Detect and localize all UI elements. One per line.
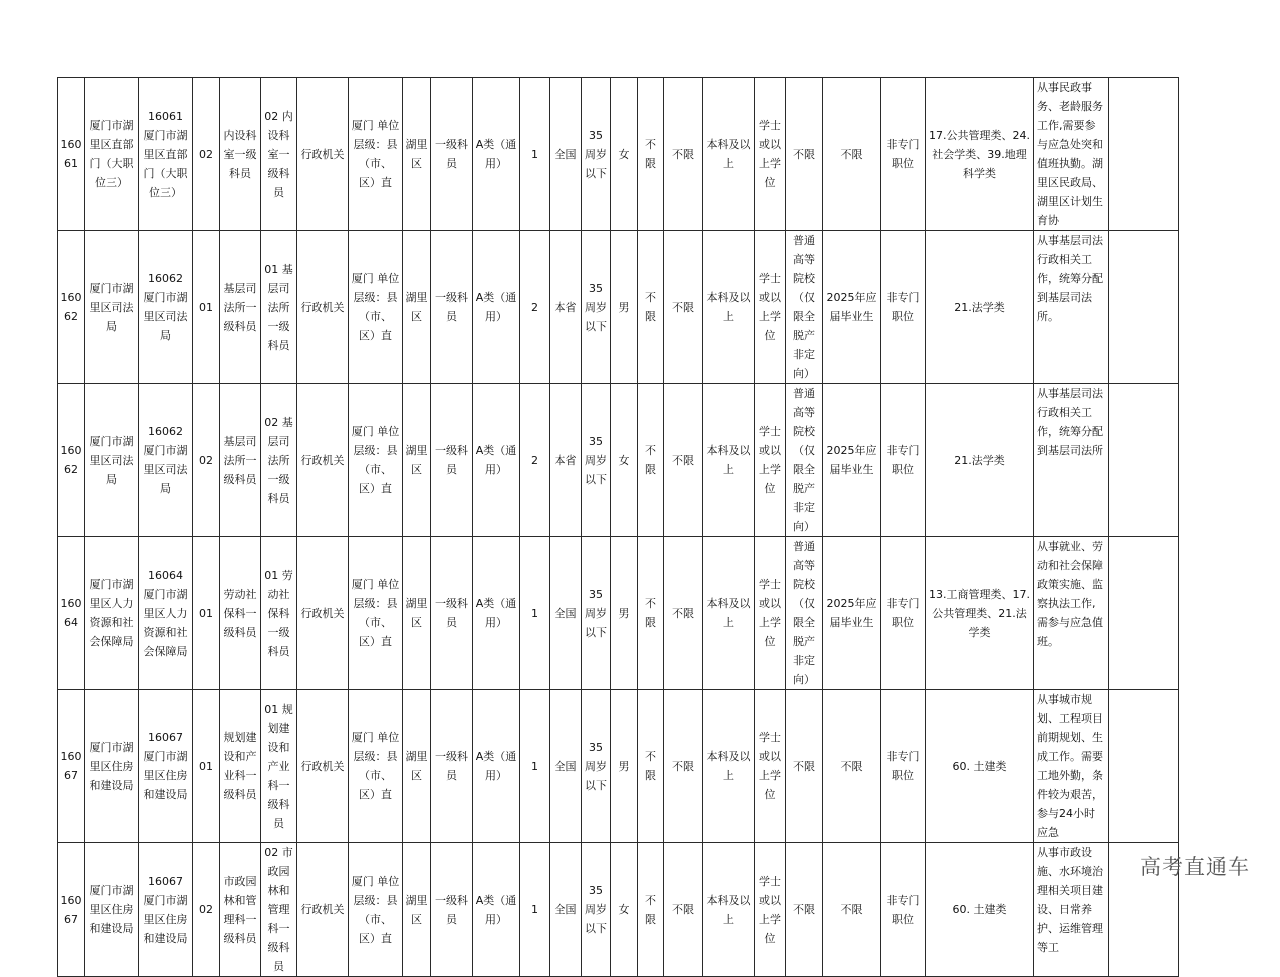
cell-education: 本科及以上 — [703, 231, 755, 384]
cell-gender: 男 — [611, 231, 638, 384]
cell-col17: 不限 — [664, 78, 703, 231]
table-row — [58, 78, 1179, 231]
cell-experience: 2025年应届毕业生 — [823, 384, 881, 537]
cell-category: A类（通用） — [473, 537, 520, 690]
cell-desc: 从事基层司法行政相关工作，统筹分配到基层司法所。 — [1034, 231, 1109, 384]
cell-nature: 行政机关 — [297, 690, 349, 843]
cell-pos-code: 01 劳动社保科一级科员 — [261, 537, 297, 690]
cell-num: 02 — [193, 78, 220, 231]
cell-num: 02 — [193, 843, 220, 977]
cell-desc: 从事市政设施、水环境治理相关项目建设、日常养护、运维管理等工 — [1034, 843, 1109, 977]
cell-level: 厦门 单位层级：县（市、区）直 — [349, 843, 403, 977]
cell-major: 21.法学类 — [926, 231, 1034, 384]
cell-gender: 男 — [611, 537, 638, 690]
cell-level: 厦门 单位层级：县（市、区）直 — [349, 537, 403, 690]
cell-degree: 学士或以上学位 — [755, 231, 786, 384]
cell-unit: 16067 厦门市湖里区住房和建设局 — [139, 843, 193, 977]
cell-age: 35周岁以下 — [582, 231, 611, 384]
cell-degree: 学士或以上学位 — [755, 690, 786, 843]
watermark: 高考直通车 — [1140, 855, 1250, 879]
cell-pos-name: 基层司法所一级科员 — [220, 231, 261, 384]
cell-level: 厦门 单位层级：县（市、区）直 — [349, 231, 403, 384]
cell-col16: 不限 — [638, 231, 664, 384]
cell-gender: 男 — [611, 690, 638, 843]
cell-district: 湖里区 — [403, 843, 431, 977]
cell-count: 1 — [520, 537, 550, 690]
cell-special: 非专门职位 — [881, 384, 926, 537]
cell-code: 16067 — [58, 843, 85, 977]
cell-grad: 不限 — [786, 843, 823, 977]
cell-education: 本科及以上 — [703, 78, 755, 231]
cell-experience: 不限 — [823, 843, 881, 977]
table-body — [58, 78, 1179, 977]
cell-pos-code: 02 内设科室一级科员 — [261, 78, 297, 231]
cell-rank: 一级科员 — [431, 384, 473, 537]
cell-degree: 学士或以上学位 — [755, 78, 786, 231]
cell-age: 35周岁以下 — [582, 690, 611, 843]
cell-district: 湖里区 — [403, 384, 431, 537]
cell-desc: 从事城市规划、工程项目前期规划、生成工作。需要工地外勤，条件较为艰苦，参与24小时应急 — [1034, 690, 1109, 843]
cell-scope: 本省 — [550, 384, 582, 537]
cell-pos-name: 市政园林和管理科一级科员 — [220, 843, 261, 977]
cell-num: 02 — [193, 384, 220, 537]
cell-nature: 行政机关 — [297, 537, 349, 690]
cell-unit: 16062 厦门市湖里区司法局 — [139, 384, 193, 537]
cell-count: 1 — [520, 690, 550, 843]
cell-pos-name: 劳动社保科一级科员 — [220, 537, 261, 690]
cell-num: 01 — [193, 231, 220, 384]
cell-col16: 不限 — [638, 843, 664, 977]
cell-experience: 2025年应届毕业生 — [823, 231, 881, 384]
cell-col16: 不限 — [638, 384, 664, 537]
cell-special: 非专门职位 — [881, 690, 926, 843]
cell-district: 湖里区 — [403, 231, 431, 384]
cell-education: 本科及以上 — [703, 384, 755, 537]
table-row — [58, 231, 1179, 384]
cell-pos-code: 01 规划建设和产业科一级科员 — [261, 690, 297, 843]
cell-scope: 全国 — [550, 537, 582, 690]
cell-remarks — [1109, 231, 1179, 384]
cell-scope: 本省 — [550, 231, 582, 384]
cell-category: A类（通用） — [473, 231, 520, 384]
cell-age: 35周岁以下 — [582, 537, 611, 690]
recruitment-table — [57, 77, 1179, 977]
cell-unit: 16064 厦门市湖里区人力资源和社会保障局 — [139, 537, 193, 690]
cell-grad: 普通高等院校（仅限全脱产非定向） — [786, 537, 823, 690]
cell-col17: 不限 — [664, 231, 703, 384]
cell-desc: 从事民政事务、老龄服务工作,需要参与应急处突和值班执勤。湖里区民政局、湖里区计划生育协 — [1034, 78, 1109, 231]
cell-dept: 厦门市湖里区人力资源和社会保障局 — [85, 537, 139, 690]
cell-num: 01 — [193, 537, 220, 690]
cell-code: 16067 — [58, 690, 85, 843]
cell-scope: 全国 — [550, 78, 582, 231]
cell-age: 35周岁以下 — [582, 384, 611, 537]
cell-gender: 女 — [611, 78, 638, 231]
cell-dept: 厦门市湖里区住房和建设局 — [85, 843, 139, 977]
cell-desc: 从事就业、劳动和社会保障政策实施、监察执法工作,需参与应急值班。 — [1034, 537, 1109, 690]
cell-experience: 不限 — [823, 690, 881, 843]
cell-degree: 学士或以上学位 — [755, 843, 786, 977]
cell-pos-name: 基层司法所一级科员 — [220, 384, 261, 537]
cell-count: 2 — [520, 384, 550, 537]
table-row — [58, 690, 1179, 843]
cell-level: 厦门 单位层级：县（市、区）直 — [349, 690, 403, 843]
cell-unit: 16067 厦门市湖里区住房和建设局 — [139, 690, 193, 843]
cell-grad: 不限 — [786, 78, 823, 231]
cell-district: 湖里区 — [403, 537, 431, 690]
cell-rank: 一级科员 — [431, 537, 473, 690]
cell-major: 13.工商管理类、17.公共管理类、21.法学类 — [926, 537, 1034, 690]
cell-scope: 全国 — [550, 690, 582, 843]
cell-col16: 不限 — [638, 78, 664, 231]
cell-education: 本科及以上 — [703, 690, 755, 843]
cell-education: 本科及以上 — [703, 537, 755, 690]
cell-rank: 一级科员 — [431, 78, 473, 231]
cell-code: 16061 — [58, 78, 85, 231]
cell-remarks — [1109, 690, 1179, 843]
cell-rank: 一级科员 — [431, 843, 473, 977]
cell-grad: 普通高等院校（仅限全脱产非定向） — [786, 231, 823, 384]
cell-grad: 不限 — [786, 690, 823, 843]
cell-nature: 行政机关 — [297, 78, 349, 231]
cell-major: 60. 土建类 — [926, 843, 1034, 977]
cell-scope: 全国 — [550, 843, 582, 977]
cell-category: A类（通用） — [473, 843, 520, 977]
cell-experience: 不限 — [823, 78, 881, 231]
cell-pos-name: 规划建设和产业科一级科员 — [220, 690, 261, 843]
cell-district: 湖里区 — [403, 78, 431, 231]
cell-special: 非专门职位 — [881, 78, 926, 231]
cell-dept: 厦门市湖里区住房和建设局 — [85, 690, 139, 843]
cell-category: A类（通用） — [473, 78, 520, 231]
cell-experience: 2025年应届毕业生 — [823, 537, 881, 690]
cell-education: 本科及以上 — [703, 843, 755, 977]
table-row — [58, 384, 1179, 537]
cell-major: 17.公共管理类、24.社会学类、39.地理科学类 — [926, 78, 1034, 231]
cell-code: 16062 — [58, 384, 85, 537]
cell-col17: 不限 — [664, 384, 703, 537]
cell-level: 厦门 单位层级：县（市、区）直 — [349, 384, 403, 537]
cell-pos-code: 01 基层司法所一级科员 — [261, 231, 297, 384]
cell-pos-code: 02 市政园林和管理科一级科员 — [261, 843, 297, 977]
cell-category: A类（通用） — [473, 384, 520, 537]
cell-col17: 不限 — [664, 843, 703, 977]
cell-major: 60. 土建类 — [926, 690, 1034, 843]
cell-col17: 不限 — [664, 537, 703, 690]
cell-dept: 厦门市湖里区司法局 — [85, 231, 139, 384]
cell-major: 21.法学类 — [926, 384, 1034, 537]
cell-grad: 普通高等院校（仅限全脱产非定向） — [786, 384, 823, 537]
cell-special: 非专门职位 — [881, 537, 926, 690]
cell-gender: 女 — [611, 843, 638, 977]
cell-rank: 一级科员 — [431, 231, 473, 384]
cell-pos-name: 内设科室一级科员 — [220, 78, 261, 231]
cell-degree: 学士或以上学位 — [755, 537, 786, 690]
cell-dept: 厦门市湖里区司法局 — [85, 384, 139, 537]
cell-category: A类（通用） — [473, 690, 520, 843]
cell-pos-code: 02 基层司法所一级科员 — [261, 384, 297, 537]
cell-desc: 从事基层司法行政相关工作，统筹分配到基层司法所 — [1034, 384, 1109, 537]
table-row — [58, 537, 1179, 690]
cell-col17: 不限 — [664, 690, 703, 843]
cell-num: 01 — [193, 690, 220, 843]
cell-dept: 厦门市湖里区直部门（大职位三） — [85, 78, 139, 231]
cell-special: 非专门职位 — [881, 231, 926, 384]
cell-remarks — [1109, 78, 1179, 231]
cell-nature: 行政机关 — [297, 843, 349, 977]
cell-age: 35周岁以下 — [582, 78, 611, 231]
cell-special: 非专门职位 — [881, 843, 926, 977]
cell-gender: 女 — [611, 384, 638, 537]
cell-rank: 一级科员 — [431, 690, 473, 843]
table-row — [58, 843, 1179, 977]
cell-count: 1 — [520, 78, 550, 231]
cell-level: 厦门 单位层级：县（市、区）直 — [349, 78, 403, 231]
cell-district: 湖里区 — [403, 690, 431, 843]
cell-degree: 学士或以上学位 — [755, 384, 786, 537]
cell-col16: 不限 — [638, 690, 664, 843]
cell-unit: 16061 厦门市湖里区直部门（大职位三） — [139, 78, 193, 231]
cell-col16: 不限 — [638, 537, 664, 690]
cell-nature: 行政机关 — [297, 384, 349, 537]
cell-age: 35周岁以下 — [582, 843, 611, 977]
cell-code: 16062 — [58, 231, 85, 384]
cell-remarks — [1109, 384, 1179, 537]
cell-code: 16064 — [58, 537, 85, 690]
cell-count: 1 — [520, 843, 550, 977]
cell-count: 2 — [520, 231, 550, 384]
cell-unit: 16062 厦门市湖里区司法局 — [139, 231, 193, 384]
cell-nature: 行政机关 — [297, 231, 349, 384]
cell-remarks — [1109, 537, 1179, 690]
